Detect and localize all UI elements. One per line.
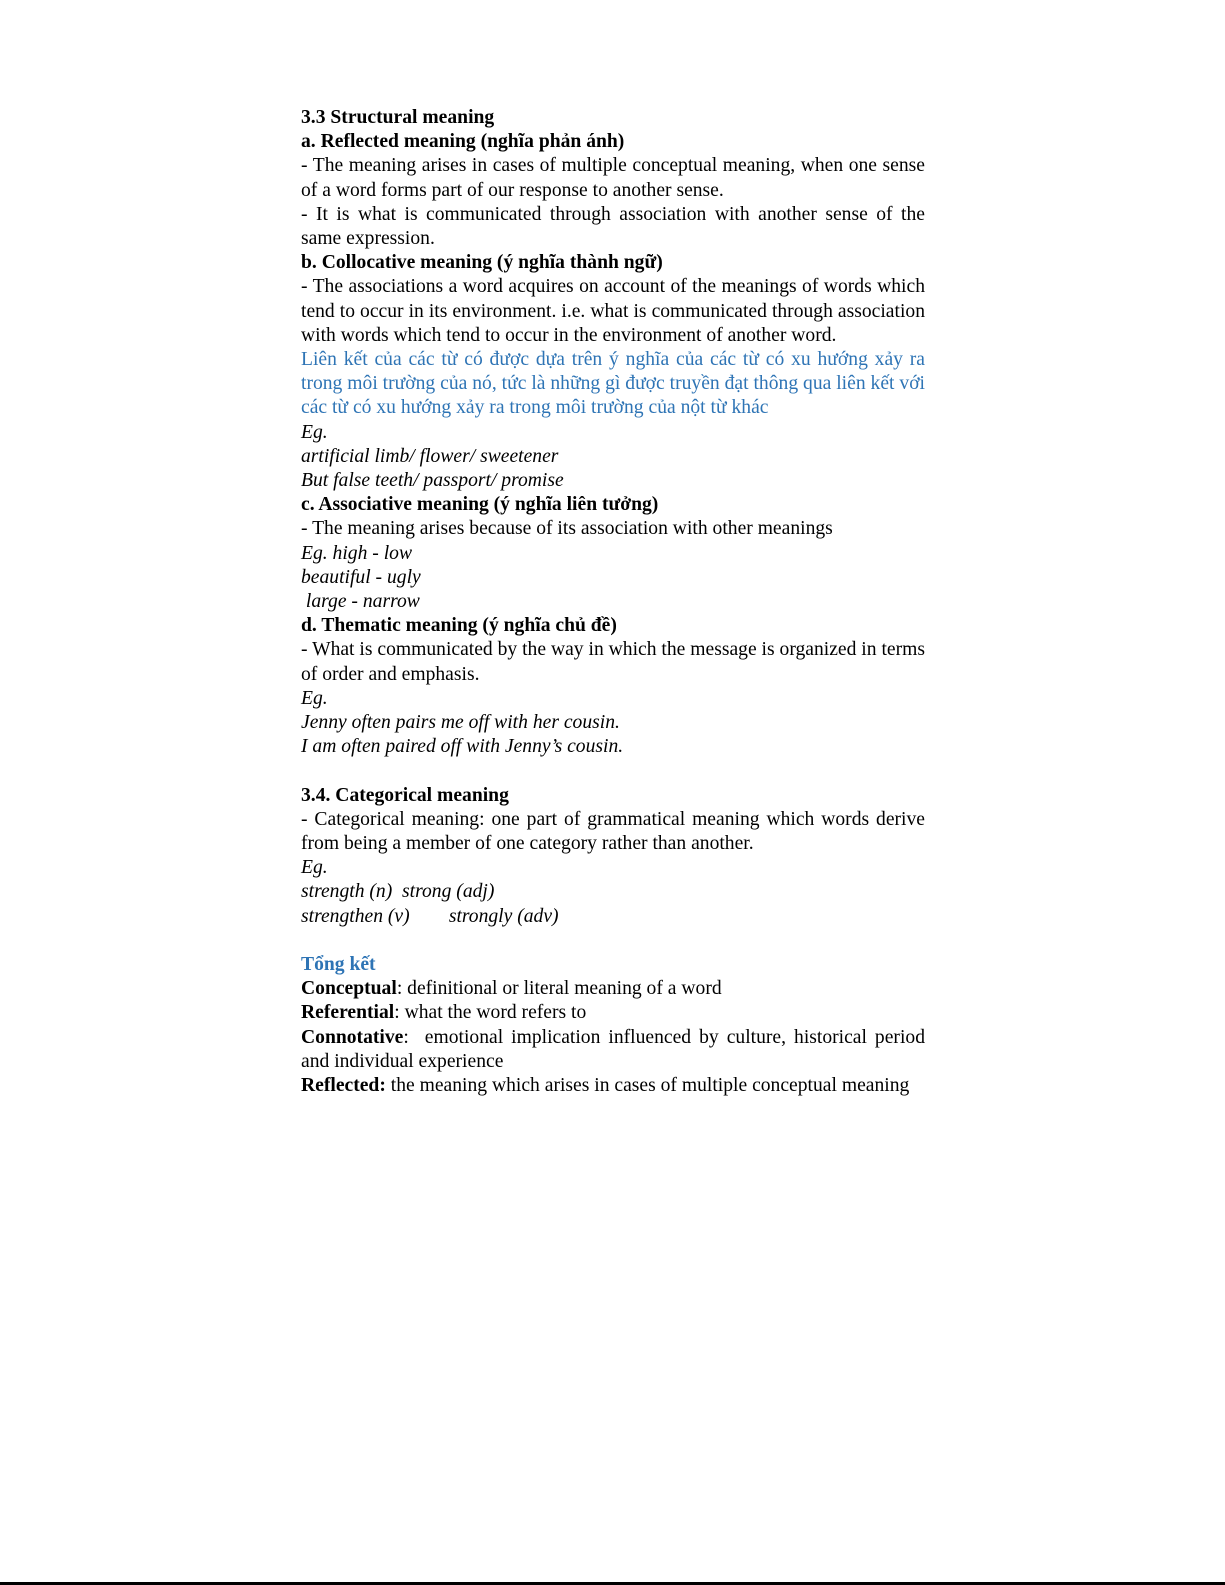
- spacer: [301, 929, 925, 953]
- summary-definition: the meaning which arises in cases of multiple conceptual meaning: [390, 1075, 910, 1097]
- document-page: [301, 106, 925, 1098]
- collocative-meaning-paragraph: - The associations a word acquires on account of the meanings of words which tend to occur in its environment. i.e. what is communicated through association with words which tend to occur in the environment of another word.: [301, 276, 925, 346]
- categorical-example-2: strengthen (v) strongly (adv): [301, 905, 559, 927]
- thematic-example-1: Jenny often pairs me off with her cousin.: [301, 712, 620, 734]
- reflected-meaning-paragraph-2: - It is what is communicated through association with another sense of the same expression.: [301, 203, 925, 250]
- section-3-4-title: 3.4. Categorical meaning: [301, 784, 509, 806]
- categorical-example-1: strength (n) strong (adj): [301, 881, 495, 903]
- summary-item-referential: [301, 1001, 925, 1025]
- categorical-meaning-paragraph: - Categorical meaning: one part of grammatical meaning which words derive from being a member of one category rather than another.: [301, 808, 925, 855]
- summary-separator: :: [396, 978, 408, 1000]
- summary-term: Referential: [301, 1002, 395, 1024]
- summary-term: Connotative: [301, 1026, 404, 1048]
- associative-example-2: beautiful - ugly: [301, 566, 421, 588]
- collocative-meaning-vietnamese-note: Liên kết của các từ có được dựa trên ý nghĩa của các từ có xu hướng xảy ra trong môi trường của nó, tức là những gì được truyền đạt thông qua liên kết với các từ có xu hướng xảy ra trong môi trường của nột từ khác: [301, 349, 925, 419]
- thematic-meaning-heading: d. Thematic meaning (ý nghĩa chủ đề): [301, 615, 617, 637]
- summary-term: Conceptual: [301, 978, 397, 1000]
- thematic-meaning-paragraph: - What is communicated by the way in which the message is organized in terms of order and emphasis.: [301, 639, 925, 685]
- collocative-meaning-heading: b. Collocative meaning (ý nghĩa thành ngữ): [301, 252, 663, 274]
- summary-separator: :: [394, 1002, 405, 1024]
- summary-item-connotative: [301, 1026, 925, 1074]
- summary-definition: what the word refers to: [404, 1002, 587, 1024]
- categorical-eg-label: Eg.: [301, 857, 328, 879]
- collocative-eg-label: Eg.: [301, 421, 328, 443]
- spacer: [301, 759, 925, 783]
- associative-example-3: large - narrow: [301, 591, 420, 613]
- summary-item-reflected: [301, 1074, 925, 1098]
- thematic-example-2: I am often paired off with Jenny’s cousin.: [301, 736, 624, 758]
- summary-separator: :: [403, 1026, 425, 1048]
- associative-example-1: Eg. high - low: [301, 542, 413, 564]
- summary-title: Tổng kết: [301, 954, 376, 976]
- reflected-meaning-paragraph-1: - The meaning arises in cases of multiple conceptual meaning, when one sense of a word forms part of our response to another sense.: [301, 155, 925, 201]
- section-3-3-title: 3.3 Structural meaning: [301, 107, 495, 128]
- summary-definition: emotional implication influenced by culture, historical period and individual experience: [301, 1026, 925, 1072]
- reflected-meaning-heading: a. Reflected meaning (nghĩa phản ánh): [301, 131, 625, 153]
- collocative-example-2: But false teeth/ passport/ promise: [301, 470, 564, 492]
- thematic-eg-label: Eg.: [301, 687, 328, 709]
- associative-meaning-heading: c. Associative meaning (ý nghĩa liên tưởng): [301, 494, 659, 516]
- summary-definition: definitional or literal meaning of a word: [407, 978, 722, 1000]
- summary-term: Reflected:: [301, 1075, 386, 1097]
- summary-item-conceptual: [301, 977, 925, 1001]
- associative-meaning-paragraph: - The meaning arises because of its association with other meanings: [301, 518, 833, 540]
- collocative-example-1: artificial limb/ flower/ sweetener: [301, 445, 559, 467]
